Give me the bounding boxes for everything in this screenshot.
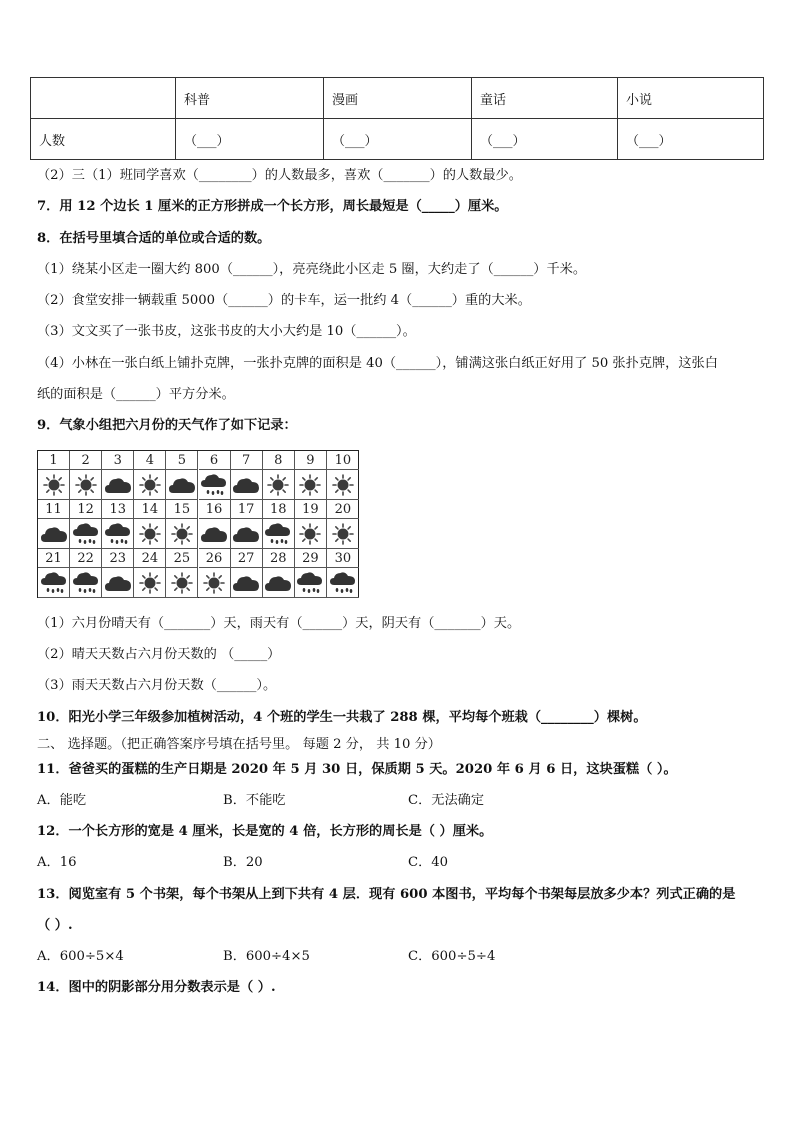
question-13-line2: （ ）. xyxy=(37,918,73,933)
weather-day-cell xyxy=(199,568,231,598)
question-8-1: （1）绕某小区走一圈大约 800（______），亮亮绕此小区走 5 圈，大约走了（______）千米。 xyxy=(37,262,587,277)
question-9-2: （2）晴天天数占六月份天数的 （_____） xyxy=(37,647,281,662)
weather-day-cell xyxy=(134,470,166,500)
weather-day-number xyxy=(295,549,327,568)
weather-day-cell xyxy=(166,519,198,549)
question-8: 8．在括号里填合适的单位或合适的数。 xyxy=(37,231,271,246)
day-number: 3 xyxy=(113,452,122,468)
day-number: 9 xyxy=(306,452,315,468)
weather-day-number xyxy=(327,451,359,470)
sunny-weather-icon xyxy=(43,474,65,496)
day-number: 13 xyxy=(109,501,126,517)
q13-option-a[interactable]: A．600÷5×4 xyxy=(37,949,124,964)
sunny-weather-icon xyxy=(139,474,161,496)
weather-day-cell xyxy=(70,470,102,500)
weather-day-number xyxy=(295,451,327,470)
table-blank-cell[interactable]: （___） xyxy=(324,119,472,160)
sunny-weather-icon xyxy=(267,474,289,496)
day-number: 29 xyxy=(302,550,319,566)
rainy-weather-icon xyxy=(41,571,67,595)
weather-day-cell xyxy=(102,568,134,598)
weather-day-number xyxy=(295,500,327,519)
weather-day-number xyxy=(327,500,359,519)
day-number: 10 xyxy=(334,452,352,468)
sunny-weather-icon xyxy=(171,523,193,545)
weather-day-cell xyxy=(263,568,295,598)
weather-day-number xyxy=(134,500,166,519)
sunny-weather-icon xyxy=(332,523,354,545)
q12-option-b[interactable]: B．20 xyxy=(223,855,263,870)
day-number: 14 xyxy=(141,501,159,517)
day-number: 25 xyxy=(173,550,191,566)
cloudy-weather-icon xyxy=(264,573,292,593)
question-8-4-line2: 纸的面积是（______）平方分米。 xyxy=(37,387,235,402)
day-number: 15 xyxy=(173,501,191,517)
cloudy-weather-icon xyxy=(232,475,260,495)
day-number: 20 xyxy=(334,501,352,517)
weather-day-cell xyxy=(327,568,359,598)
rainy-weather-icon xyxy=(105,522,131,546)
day-number: 16 xyxy=(205,501,223,517)
sunny-weather-icon xyxy=(139,572,161,594)
sunny-weather-icon xyxy=(139,523,161,545)
sunny-weather-icon xyxy=(171,572,193,594)
weather-day-cell xyxy=(327,470,359,500)
day-number: 19 xyxy=(302,501,319,517)
sunny-weather-icon xyxy=(299,523,321,545)
day-number: 8 xyxy=(274,452,283,468)
table-header-cell: 漫画 xyxy=(324,78,472,119)
rainy-weather-icon xyxy=(73,571,99,595)
table-row xyxy=(31,119,764,160)
weather-day-cell xyxy=(166,470,198,500)
question-8-2: （2）食堂安排一辆载重 5000（______）的卡车，运一批约 4（______）重的大米。 xyxy=(37,293,531,308)
weather-day-cell xyxy=(38,519,70,549)
weather-day-number xyxy=(327,549,359,568)
day-number: 7 xyxy=(242,452,251,468)
day-number: 26 xyxy=(205,550,223,566)
weather-day-cell xyxy=(295,568,327,598)
weather-day-number xyxy=(231,549,263,568)
weather-day-cell xyxy=(231,519,263,549)
weather-day-cell xyxy=(38,470,70,500)
question-9-3: （3）雨天天数占六月份天数（______）。 xyxy=(37,678,277,693)
q11-option-c[interactable]: C．无法确定 xyxy=(408,793,485,808)
day-number: 6 xyxy=(209,452,219,468)
question-10: 10．阳光小学三年级参加植树活动，4 个班的学生一共栽了 288 棵，平均每个班栽（________）棵树。 xyxy=(37,710,647,725)
weather-day-cell xyxy=(231,568,263,598)
weather-day-number xyxy=(199,451,231,470)
question-9-1: （1）六月份晴天有（_______）天，雨天有（______）天，阴天有（_______）天。 xyxy=(37,616,521,631)
weather-day-cell xyxy=(134,568,166,598)
weather-calendar-grid xyxy=(37,450,359,598)
weather-day-cell xyxy=(70,519,102,549)
weather-day-number xyxy=(102,549,134,568)
question-12: 12．一个长方形的宽是 4 厘米，长是宽的 4 倍，长方形的周长是（ ）厘米。 xyxy=(37,824,493,839)
cloudy-weather-icon xyxy=(104,573,132,593)
weather-day-cell xyxy=(263,470,295,500)
weather-day-number xyxy=(263,500,295,519)
q13-option-c[interactable]: C．600÷5÷4 xyxy=(408,949,496,964)
question-13-line1: 13．阅览室有 5 个书架，每个书架从上到下共有 4 层．现有 600 本图书，平均每个书架每层放多少本？列式正确的是 xyxy=(37,887,736,902)
table-header-cell: 科普 xyxy=(176,78,324,119)
weather-day-cell xyxy=(295,519,327,549)
weather-day-cell xyxy=(166,568,198,598)
q13-option-b[interactable]: B．600÷4×5 xyxy=(223,949,310,964)
weather-day-cell xyxy=(263,519,295,549)
cloudy-weather-icon xyxy=(40,524,68,544)
day-number: 11 xyxy=(45,501,62,517)
question-14: 14．图中的阴影部分用分数表示是（ ）. xyxy=(37,980,276,995)
table-blank-cell[interactable]: （___） xyxy=(618,119,764,160)
rainy-weather-icon xyxy=(201,473,227,497)
section-2-heading: 二、 选择题。（把正确答案序号填在括号里。 每题 2 分， 共 10 分） xyxy=(37,737,441,752)
weather-day-cell xyxy=(102,470,134,500)
table-header-row xyxy=(31,78,764,119)
question-11: 11．爸爸买的蛋糕的生产日期是 2020 年 5 月 30 日，保质期 5 天。2020 年 6 月 6 日，这块蛋糕（ ）。 xyxy=(37,762,677,777)
weather-day-number xyxy=(166,549,198,568)
day-number: 17 xyxy=(237,501,255,517)
cloudy-weather-icon xyxy=(232,573,260,593)
question-8-4-line1: （4）小林在一张白纸上铺扑克牌，一张扑克牌的面积是 40（______），铺满这张白纸正好用了 50 张扑克牌，这张白 xyxy=(37,356,718,371)
weather-day-number xyxy=(199,549,231,568)
question-6-2: （2）三（1）班同学喜欢（________）的人数最多，喜欢（_______）的人数最少。 xyxy=(37,168,522,183)
weather-day-number xyxy=(70,549,102,568)
table-header-cell: 小说 xyxy=(618,78,764,119)
weather-day-number xyxy=(263,451,295,470)
weather-day-number xyxy=(102,500,134,519)
weather-day-number xyxy=(166,500,198,519)
weather-day-number xyxy=(134,451,166,470)
weather-day-cell xyxy=(295,470,327,500)
weather-day-number xyxy=(263,549,295,568)
weather-day-number xyxy=(231,500,263,519)
day-number: 12 xyxy=(77,501,94,517)
day-number: 24 xyxy=(141,550,159,566)
weather-day-number xyxy=(38,549,70,568)
cloudy-weather-icon xyxy=(232,524,260,544)
day-number: 22 xyxy=(77,550,94,566)
sunny-weather-icon xyxy=(332,474,354,496)
cloudy-weather-icon xyxy=(200,524,228,544)
rainy-weather-icon xyxy=(297,571,323,595)
day-number: 21 xyxy=(45,550,62,566)
table-blank-cell[interactable]: （___） xyxy=(176,119,324,160)
day-number: 28 xyxy=(269,550,287,566)
q11-option-a[interactable]: A．能吃 xyxy=(37,793,87,808)
weather-day-cell xyxy=(327,519,359,549)
sunny-weather-icon xyxy=(75,474,97,496)
weather-day-number xyxy=(166,451,198,470)
day-number: 2 xyxy=(81,452,90,468)
question-8-3: （3）文文买了一张书皮，这张书皮的大小大约是 10（______）。 xyxy=(37,324,416,339)
weather-day-number xyxy=(102,451,134,470)
sunny-weather-icon xyxy=(299,474,321,496)
weather-day-cell xyxy=(199,519,231,549)
table-header-cell: 童话 xyxy=(472,78,618,119)
weather-day-cell xyxy=(102,519,134,549)
q12-option-c[interactable]: C．40 xyxy=(408,855,449,870)
day-number: 23 xyxy=(109,550,126,566)
weather-day-cell xyxy=(38,568,70,598)
weather-day-cell xyxy=(134,519,166,549)
day-number: 4 xyxy=(145,452,154,468)
day-number: 5 xyxy=(177,452,187,468)
weather-day-number xyxy=(70,500,102,519)
day-number: 18 xyxy=(269,501,287,517)
weather-day-number xyxy=(70,451,102,470)
table-row-label: 人数 xyxy=(31,119,176,160)
weather-day-cell xyxy=(231,470,263,500)
day-number: 30 xyxy=(334,550,352,566)
day-number: 27 xyxy=(237,550,255,566)
weather-day-number xyxy=(38,500,70,519)
survey-table xyxy=(30,77,764,160)
q12-option-a[interactable]: A．16 xyxy=(37,855,77,870)
rainy-weather-icon xyxy=(265,522,291,546)
day-number: 1 xyxy=(49,452,58,468)
sunny-weather-icon xyxy=(203,572,225,594)
weather-day-cell xyxy=(70,568,102,598)
weather-day-number xyxy=(199,500,231,519)
table-header-cell xyxy=(31,78,176,119)
q11-option-b[interactable]: B．不能吃 xyxy=(223,793,286,808)
weather-day-number xyxy=(38,451,70,470)
weather-day-number xyxy=(231,451,263,470)
rainy-weather-icon xyxy=(330,571,356,595)
weather-day-number xyxy=(134,549,166,568)
rainy-weather-icon xyxy=(73,522,99,546)
cloudy-weather-icon xyxy=(104,475,132,495)
table-blank-cell[interactable]: （___） xyxy=(472,119,618,160)
question-7: 7．用 12 个边长 1 厘米的正方形拼成一个长方形，周长最短是（_____）厘米。 xyxy=(37,199,508,214)
cloudy-weather-icon xyxy=(168,475,196,495)
question-9: 9．气象小组把六月份的天气作了如下记录： xyxy=(37,418,297,433)
weather-day-cell xyxy=(199,470,231,500)
